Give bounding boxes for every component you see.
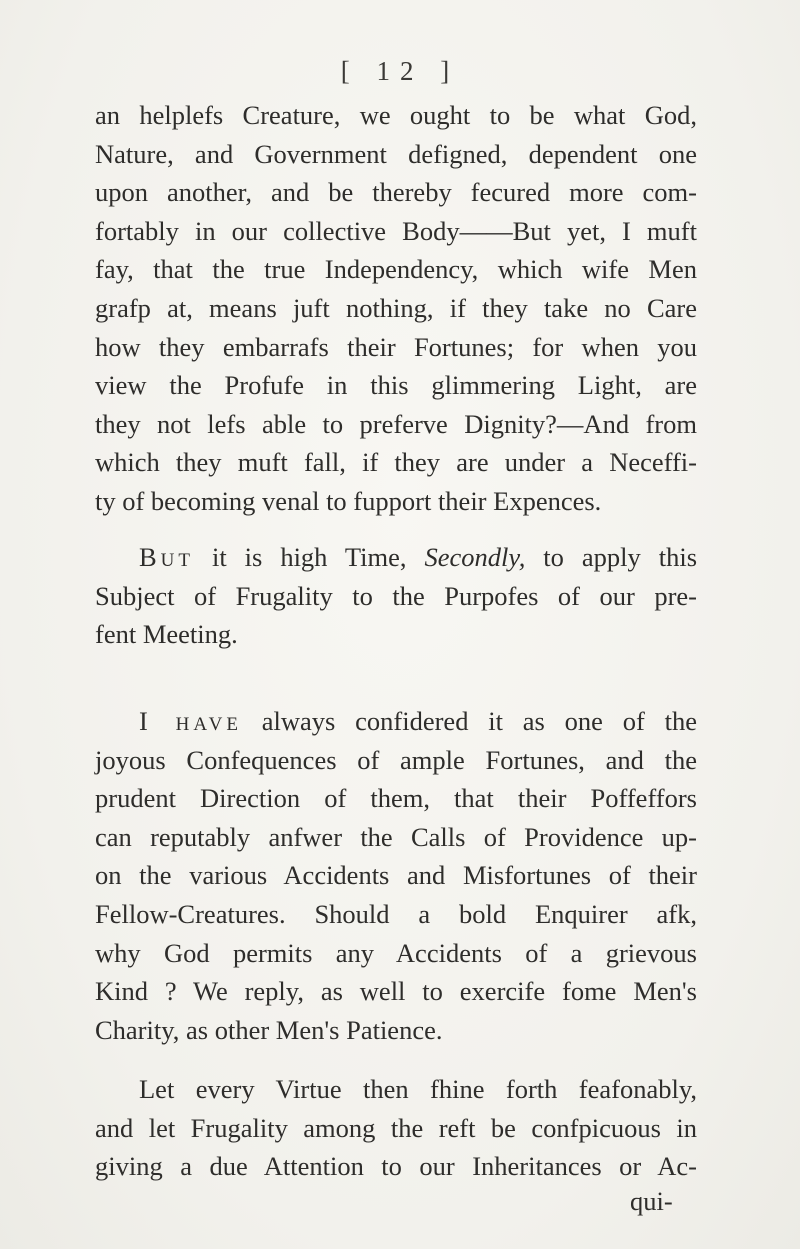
- text-line: Fellow-Creatures. Should a bold Enquirer afk,: [95, 898, 697, 929]
- paragraph-1: [95, 96, 697, 521]
- paragraph-2: [95, 538, 697, 654]
- text-line: prudent Direction of them, that their Poffeffors: [95, 783, 697, 814]
- text-line: fent Meeting.: [95, 619, 238, 650]
- text-run: to apply this: [525, 542, 698, 572]
- text-line: fay, that the true Independency, which wife Men: [95, 254, 697, 285]
- paragraph-3: [95, 702, 697, 1049]
- text-line: Let every Virtue then fhine forth feafonably,: [139, 1074, 697, 1104]
- text-line: [95, 702, 697, 741]
- text-line: [95, 538, 697, 577]
- text-line: Nature, and Government defigned, dependent one: [95, 138, 697, 169]
- text-run: it is high Time,: [194, 542, 425, 572]
- text-line: view the Profufe in this glimmering Light, are: [95, 370, 697, 401]
- text-line: on the various Accidents and Misfortunes of their: [95, 860, 697, 891]
- text-line: fortably in our collective Body——But yet, I muft: [95, 215, 697, 246]
- text-line: ty of becoming venal to fupport their Expences.: [95, 485, 602, 516]
- small-caps-lead: But: [139, 542, 195, 572]
- small-caps-lead: I have: [139, 706, 242, 736]
- text-line: joyous Confequences of ample Fortunes, and the: [95, 744, 697, 775]
- text-line: they not lefs able to preferve Dignity?—And from: [95, 408, 697, 439]
- text-line: why God permits any Accidents of a grievous: [95, 937, 697, 968]
- italic-emphasis: Secondly,: [424, 542, 526, 572]
- text-line: Charity, as other Men's Patience.: [95, 1014, 443, 1045]
- text-line: how they embarrafs their Fortunes; for when you: [95, 331, 697, 362]
- text-line: which they muft fall, if they are under a Neceffi-: [95, 447, 697, 478]
- page-number: [ 12 ]: [340, 56, 460, 86]
- text-line: grafp at, means juft nothing, if they take no Care: [95, 292, 697, 323]
- text-line: and let Frugality among the reft be confpicuous in: [95, 1112, 697, 1143]
- text-line: Kind ? We reply, as well to exercife fome Men's: [95, 976, 697, 1007]
- text-line: upon another, and be thereby fecured more com-: [95, 177, 697, 208]
- catchword: qui-: [630, 1186, 673, 1216]
- text-line: an helplefs Creature, we ought to be what God,: [95, 100, 697, 130]
- text-line: Subject of Frugality to the Purpofes of our pre-: [95, 580, 697, 611]
- text-line: giving a due Attention to our Inheritances or Ac-: [95, 1151, 697, 1182]
- text-line: can reputably anfwer the Calls of Providence up-: [95, 821, 697, 852]
- text-run: always confidered it as one of the: [241, 706, 697, 736]
- paragraph-4: [95, 1070, 697, 1186]
